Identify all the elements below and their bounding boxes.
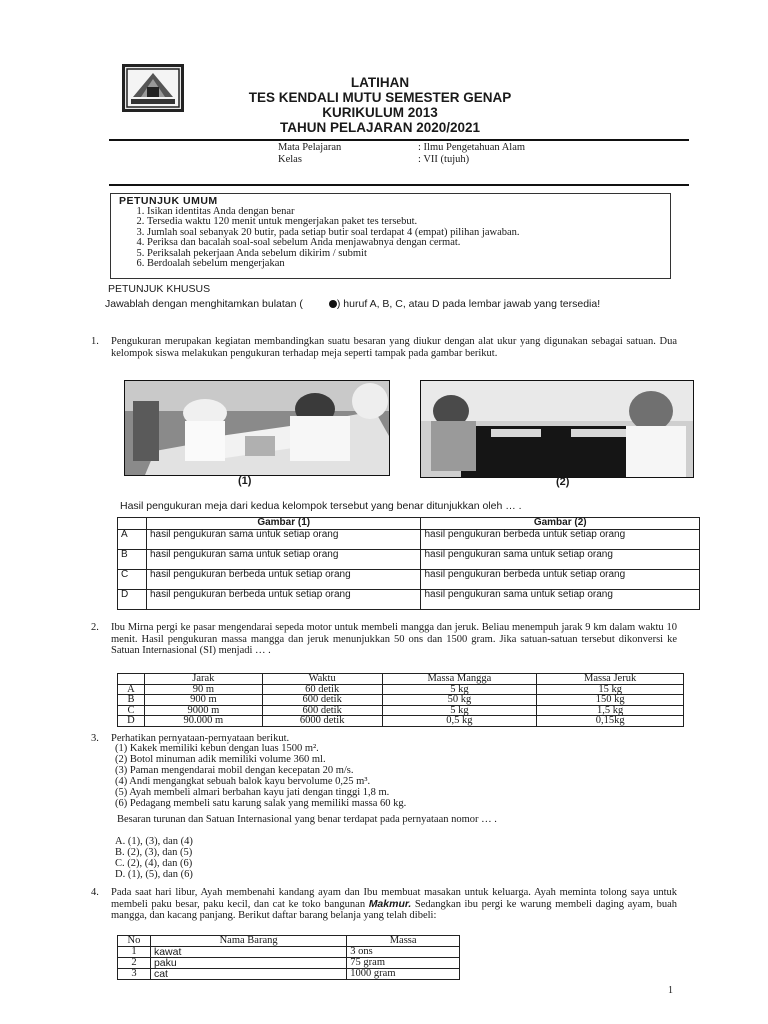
q2-cell: 90 m xyxy=(144,684,262,695)
q3-statements xyxy=(115,743,675,809)
q1-text: Pengukuran merupakan kegiatan membandingkan suatu besaran yang diukur dengan alat ukur yang digunakan sebagai satuan. Dua kelompok siswa melakukan pengukuran terhadap meja seperti tampak pada gambar berikut. xyxy=(111,336,677,359)
q2-header-cell: Jarak xyxy=(144,674,262,685)
q4-item-name: paku xyxy=(150,958,346,969)
q1-photo-2 xyxy=(420,380,694,478)
q1-option-cell: hasil pengukuran berbeda untuk setiap orang xyxy=(421,570,700,590)
q2-cell: 60 detik xyxy=(262,684,382,695)
q4-header-cell: No xyxy=(118,936,151,947)
special-instructions-heading: PETUNJUK KHUSUS xyxy=(108,283,211,295)
q2-header-cell: Waktu xyxy=(262,674,382,685)
q4-item-no: 2 xyxy=(118,958,151,969)
q4-item-row xyxy=(118,958,460,969)
q1-prompt: Hasil pengukuran meja dari kedua kelompok tersebut yang benar ditunjukkan oleh … . xyxy=(120,500,522,512)
q2-header-cell xyxy=(118,674,145,685)
students-hand-span-image xyxy=(421,381,693,477)
q2-cell: 0,5 kg xyxy=(382,716,537,727)
q2-cell: 15 kg xyxy=(537,684,684,695)
q2-cell: 5 kg xyxy=(382,705,537,716)
special-text-after: ) huruf A, B, C, atau D pada lembar jawab yang tersedia! xyxy=(336,298,601,310)
q1-option-letter: B xyxy=(118,550,147,570)
q1-option-row xyxy=(118,530,700,550)
q1-option-row xyxy=(118,590,700,610)
exam-title xyxy=(200,75,560,135)
q1-option-letter: A xyxy=(118,530,147,550)
q4-store-name: Makmur. xyxy=(368,897,412,910)
subject-row xyxy=(278,142,525,154)
general-instruction-item: 2. Tersedia waktu 120 menit untuk mengerjakan paket tes tersebut. xyxy=(147,217,664,228)
q2-option-letter: B xyxy=(118,695,145,706)
q2-option-row xyxy=(118,684,684,695)
q4-table-header xyxy=(118,936,460,947)
q2-header-cell: Massa Jeruk xyxy=(537,674,684,685)
q1-header-cell xyxy=(118,518,147,530)
q1-option-cell: hasil pengukuran sama untuk setiap orang xyxy=(146,530,421,550)
q2-option-row xyxy=(118,705,684,716)
title-line-4: TAHUN PELAJARAN 2020/2021 xyxy=(279,120,481,135)
general-instruction-item: 4. Periksa dan bacalah soal-soal sebelum Anda menjawabnya dengan cermat. xyxy=(147,238,664,249)
header-divider-bottom xyxy=(109,184,689,186)
q1-option-cell: hasil pengukuran berbeda untuk setiap orang xyxy=(146,590,421,610)
q2-table-header xyxy=(118,674,684,685)
q1-caption-2: (2) xyxy=(556,476,570,488)
q2-text: Ibu Mirna pergi ke pasar mengendarai sepeda motor untuk membeli mangga dan jeruk. Beliau menempuh jarak 9 km dalam waktu 10 menit. Hasil pengukuran massa mangga dan jeruk menunjukkan 50 ons dan 1500 gram. Jika satuan-satuan tersebut dikonversi ke Satuan Internasional (SI) menjadi … . xyxy=(111,622,677,656)
q1-photo-1 xyxy=(124,380,390,476)
q3-prompt: Besaran turunan dan Satuan Internasional yang benar terdapat pada pernyataan nomor … . xyxy=(117,814,497,825)
q4-item-name: kawat xyxy=(150,947,346,958)
q3-option: C. (2), (4), dan (6) xyxy=(115,858,193,869)
q4-text-part2: Sedangkan ibu pergi ke warung membeli daging ayam, buah mangga, dan kacang panjang. Berikut daftar barang belanja yang telah dibeli: xyxy=(111,898,677,921)
q4-item-row xyxy=(118,969,460,980)
q2-cell: 90.000 m xyxy=(144,716,262,727)
q2-cell: 0,15kg xyxy=(537,716,684,727)
general-instructions-box xyxy=(110,193,671,279)
q3-option: D. (1), (5), dan (6) xyxy=(115,869,193,880)
q2-cell: 50 kg xyxy=(382,695,537,706)
q3-option: B. (2), (3), dan (5) xyxy=(115,847,193,858)
q4-item-mass: 75 gram xyxy=(347,958,460,969)
class-label: Kelas xyxy=(278,153,302,165)
q1-header-cell: Gambar (2) xyxy=(421,518,700,530)
general-instructions-list xyxy=(119,207,664,270)
q2-option-letter: D xyxy=(118,716,145,727)
q3-statement: (2) Botol minuman adik memiliki volume 360 ml. xyxy=(115,754,326,765)
q3-option: A. (1), (3), dan (4) xyxy=(115,836,193,847)
q2-cell: 600 detik xyxy=(262,695,382,706)
q4-item-row xyxy=(118,947,460,958)
general-instruction-item: 5. Periksalah pekerjaan Anda sebelum dikirim / submit xyxy=(147,249,664,260)
q2-cell: 6000 detik xyxy=(262,716,382,727)
q3-statement: (1) Kakek memiliki kebun dengan luas 1500 m². xyxy=(115,743,319,754)
q4-header-cell: Nama Barang xyxy=(150,936,346,947)
q2-cell: 5 kg xyxy=(382,684,537,695)
q2-option-letter: A xyxy=(118,684,145,695)
q1-option-letter: D xyxy=(118,590,147,610)
q4-text xyxy=(111,887,677,922)
title-line-3: KURIKULUM 2013 xyxy=(322,105,438,120)
q3-options xyxy=(115,836,415,880)
q2-option-letter: C xyxy=(118,705,145,716)
general-instruction-item: 6. Berdoalah sebelum mengerjakan xyxy=(147,259,664,270)
q4-items-table xyxy=(117,935,460,980)
q1-option-cell: hasil pengukuran sama untuk setiap orang xyxy=(421,590,700,610)
school-logo xyxy=(122,64,184,112)
q2-cell: 900 m xyxy=(144,695,262,706)
q1-caption-1: (1) xyxy=(238,475,252,487)
emblem-icon xyxy=(125,67,181,109)
special-instructions-text xyxy=(105,298,677,311)
class-row xyxy=(278,154,525,166)
q1-table-header xyxy=(118,518,700,530)
q1-option-letter: C xyxy=(118,570,147,590)
q4-number: 4. xyxy=(91,887,99,898)
page-number: 1 xyxy=(668,985,673,996)
q4-text-part1: Pada saat hari libur, Ayah membenahi kandang ayam dan Ibu membuat masakan untuk keluarga. Ayah meminta tolong saya untuk membeli paku besar, paku kecil, dan cat ke toko bangunan xyxy=(111,887,677,910)
q4-item-mass: 1000 gram xyxy=(347,969,460,980)
general-instructions-heading: PETUNJUK UMUM xyxy=(119,195,218,207)
q2-cell: 1,5 kg xyxy=(537,705,684,716)
q4-item-no: 1 xyxy=(118,947,151,958)
q1-option-row xyxy=(118,550,700,570)
title-line-2: TES KENDALI MUTU SEMESTER GENAP xyxy=(248,90,512,105)
general-instruction-item: 3. Jumlah soal sebanyak 20 butir, pada setiap butir soal terdapat 4 (empat) pilihan jawaban. xyxy=(147,228,664,239)
exam-meta xyxy=(278,142,525,165)
general-instruction-item: 1. Isikan identitas Anda dengan benar xyxy=(147,207,664,218)
q4-item-mass: 3 ons xyxy=(347,947,460,958)
q2-cell: 600 detik xyxy=(262,705,382,716)
q1-option-cell: hasil pengukuran berbeda untuk setiap orang xyxy=(421,530,700,550)
q2-options-table xyxy=(117,673,684,727)
q3-statement: (3) Paman mengendarai mobil dengan kecepatan 20 m/s. xyxy=(115,765,354,776)
header-divider-top xyxy=(109,139,689,141)
subject-value: : Ilmu Pengetahuan Alam xyxy=(418,142,526,153)
q4-item-name: cat xyxy=(150,969,346,980)
q2-option-row xyxy=(118,695,684,706)
q3-statement: (4) Andi mengangkat sebuah balok kayu bervolume 0,25 m³. xyxy=(115,776,371,787)
class-value: : VII (tujuh) xyxy=(418,153,470,165)
q4-item-no: 3 xyxy=(118,969,151,980)
q1-option-cell: hasil pengukuran berbeda untuk setiap orang xyxy=(146,570,421,590)
q1-number: 1. xyxy=(91,336,99,347)
q2-cell: 9000 m xyxy=(144,705,262,716)
q4-header-cell: Massa xyxy=(347,936,460,947)
q1-option-row xyxy=(118,570,700,590)
q3-statement: (6) Pedagang membeli satu karung salak yang memiliki massa 60 kg. xyxy=(115,798,407,809)
q3-number: 3. xyxy=(91,733,99,744)
q2-number: 2. xyxy=(91,622,99,633)
q2-cell: 150 kg xyxy=(537,695,684,706)
q2-header-cell: Massa Mangga xyxy=(382,674,537,685)
students-measuring-table-image xyxy=(125,381,389,475)
title-line-1: LATIHAN xyxy=(350,75,410,90)
subject-label: Mata Pelajaran xyxy=(278,142,342,153)
q2-option-row xyxy=(118,716,684,727)
filled-bubble-icon xyxy=(329,300,337,308)
q1-header-cell: Gambar (1) xyxy=(146,518,421,530)
q1-options-table xyxy=(117,517,700,610)
special-text-before: Jawablah dengan menghitamkan bulatan ( xyxy=(105,298,303,310)
q1-option-cell: hasil pengukuran sama untuk setiap orang xyxy=(146,550,421,570)
q3-intro: Perhatikan pernyataan-pernyataan berikut. xyxy=(111,733,290,744)
q1-option-cell: hasil pengukuran sama untuk setiap orang xyxy=(421,550,700,570)
q3-statement: (5) Ayah membeli almari berbahan kayu jati dengan tinggi 1,8 m. xyxy=(115,787,390,798)
